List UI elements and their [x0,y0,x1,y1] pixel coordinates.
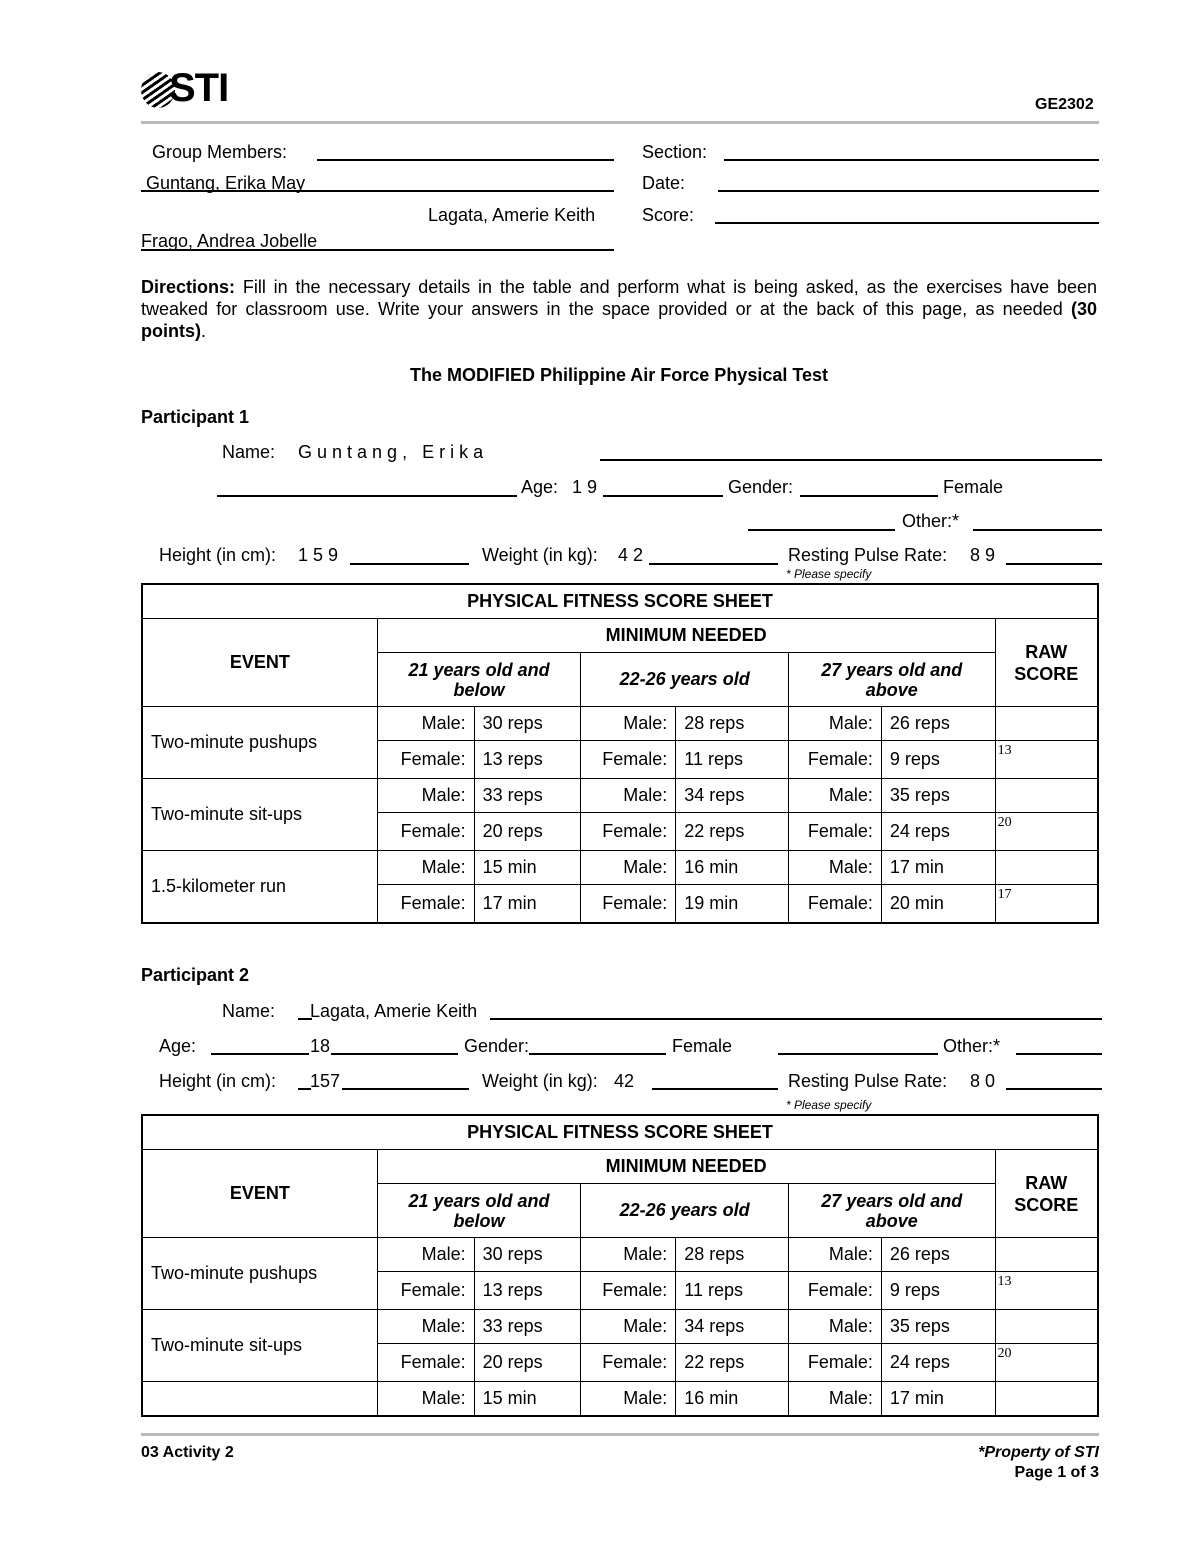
male-label: Male: [581,779,676,813]
date-field[interactable] [718,190,1099,192]
min-value: 9 reps [881,1272,995,1310]
min-value: 33 reps [474,1310,581,1344]
minimum-header: MINIMUM NEEDED [377,619,995,653]
min-value: 24 reps [881,813,995,851]
p2-age-lead [211,1053,309,1055]
event-name: Two-minute pushups [142,707,377,779]
raw-score-cell[interactable] [995,707,1098,741]
male-label: Male: [788,1238,881,1272]
min-value: 11 reps [676,741,789,779]
p2-height-value: 157 [310,1071,341,1091]
page-number: Page 1 of 3 [1014,1464,1099,1481]
male-label: Male: [377,1382,474,1417]
p2-weight-value: 42 [614,1071,635,1091]
p1-height-label: Height (in cm): [159,545,277,565]
male-label: Male: [581,1382,676,1417]
p1-other-line-1[interactable] [748,529,895,531]
p2-name-label: Name: [222,1001,276,1021]
score-label: Score: [642,205,695,225]
p2-age-label: Age: [159,1036,197,1056]
min-value: 30 reps [474,707,581,741]
raw-score-cell[interactable] [995,1238,1098,1272]
min-value: 24 reps [881,1344,995,1382]
min-value: 20 reps [474,813,581,851]
min-value: 22 reps [676,813,789,851]
p1-other-field[interactable] [973,529,1102,531]
min-value: 16 min [676,851,789,885]
raw-score-cell[interactable]: 13 [995,1272,1098,1310]
min-value: 9 reps [881,741,995,779]
male-label: Male: [788,1310,881,1344]
female-label: Female: [788,885,881,924]
p1-gender-field[interactable] [800,495,938,497]
min-value: 34 reps [676,1310,789,1344]
male-label: Male: [788,779,881,813]
p1-name-field[interactable] [600,459,1102,461]
min-value: 26 reps [881,707,995,741]
p1-other-label: Other:* [902,511,960,531]
female-label: Female: [377,1344,474,1382]
p2-name-field[interactable] [490,1018,1102,1020]
p2-name-value: Lagata, Amerie Keith [310,1001,478,1021]
p1-age-field[interactable] [603,495,723,497]
p2-pulse-value: 8 0 [970,1071,996,1091]
raw-score-cell[interactable] [995,1310,1098,1344]
female-label: Female: [581,813,676,851]
section-label: Section: [642,142,708,162]
p1-weight-value: 4 2 [618,545,644,565]
directions-text: Fill in the necessary details in the table and perform what is being asked, as the exercises have been tweaked for classroom use. Write your answers in the space provided or at the back of this page, as needed [141,277,1097,319]
male-label: Male: [788,851,881,885]
min-value: 13 reps [474,1272,581,1310]
p2-height-field[interactable] [342,1088,469,1090]
female-label: Female: [581,1272,676,1310]
min-value: 17 min [881,851,995,885]
event-name: Two-minute pushups [142,1238,377,1310]
age-group-1: 21 years old and below [377,653,581,707]
p1-height-field[interactable] [350,563,469,565]
p2-other-field[interactable] [1016,1053,1102,1055]
male-label: Male: [377,707,474,741]
min-value: 20 min [881,885,995,924]
min-value: 33 reps [474,779,581,813]
min-value: 28 reps [676,1238,789,1272]
female-label: Female: [788,1344,881,1382]
p1-weight-field[interactable] [649,563,778,565]
raw-score-cell[interactable] [995,1382,1098,1417]
course-code: GE2302 [1035,96,1094,113]
min-value: 19 min [676,885,789,924]
age-group-1: 21 years old and below [377,1184,581,1238]
min-value: 28 reps [676,707,789,741]
p2-other-line-1[interactable] [778,1053,938,1055]
member-1-line[interactable] [141,190,614,192]
event-header: EVENT [142,1150,377,1238]
directions-points: 30 points [141,299,1097,341]
raw-score-cell[interactable] [995,779,1098,813]
p1-age-label: Age: [521,477,559,497]
event-name: 1.5-kilometer run [142,851,377,924]
female-label: Female: [377,1272,474,1310]
section-field[interactable] [724,159,1099,161]
male-label: Male: [581,1310,676,1344]
minimum-header: MINIMUM NEEDED [377,1150,995,1184]
p2-age-field[interactable] [331,1053,458,1055]
p2-other-label: Other:* [943,1036,1001,1056]
participant-2-heading: Participant 2 [141,965,250,985]
p1-pulse-label: Resting Pulse Rate: [788,545,948,565]
footer-activity: 03 Activity 2 [141,1444,234,1461]
p2-age-value: 18 [310,1036,331,1056]
raw-score-header: RAW SCORE [995,619,1098,707]
male-label: Male: [788,1382,881,1417]
age-group-2: 22-26 years old [581,653,789,707]
raw-score-cell[interactable]: 13 [995,741,1098,779]
participant-1-heading: Participant 1 [141,407,250,427]
p1-gender-value: Female [943,477,1004,497]
event-name: Two-minute sit-ups [142,1310,377,1382]
p2-gender-value: Female [672,1036,733,1056]
min-value: 20 reps [474,1344,581,1382]
p2-weight-label: Weight (in kg): [482,1071,598,1091]
min-value: 34 reps [676,779,789,813]
female-label: Female: [581,741,676,779]
raw-score-header: RAW SCORE [995,1150,1098,1238]
min-value: 15 min [474,1382,581,1417]
member-2: Lagata, Amerie Keith [428,205,596,225]
p2-pulse-label: Resting Pulse Rate: [788,1071,948,1091]
age-group-2: 22-26 years old [581,1184,789,1238]
p1-age-value: 1 9 [572,477,598,497]
min-value: 17 min [881,1382,995,1417]
min-value: 16 min [676,1382,789,1417]
min-value: 26 reps [881,1238,995,1272]
p2-gender-label: Gender: [464,1036,530,1056]
min-value: 17 min [474,885,581,924]
group-members-label: Group Members: [152,142,288,162]
logo-text: STI [169,66,229,110]
p1-weight-label: Weight (in kg): [482,545,598,565]
male-label: Male: [377,851,474,885]
score-table-1 [141,583,1099,924]
raw-score-cell[interactable]: 20 [995,813,1098,851]
directions: Directions: Fill in the necessary details in the table and perform what is being asked, as the exercises have been tweaked for classroom use. Write your answers in the space provided or at the back of this page, as needed (30 points). [141,277,1097,341]
sti-logo [141,66,231,116]
p1-please-specify: * Please specify [786,567,872,581]
table-title: PHYSICAL FITNESS SCORE SHEET [142,584,1098,619]
age-group-3: 27 years old and above [788,653,995,707]
female-label: Female: [788,741,881,779]
raw-score-cell[interactable]: 17 [995,885,1098,924]
male-label: Male: [581,1238,676,1272]
raw-score-cell[interactable]: 20 [995,1344,1098,1382]
female-label: Female: [377,885,474,924]
min-value: 11 reps [676,1272,789,1310]
p1-name-value: G u n t a n g , E r i k a [298,442,484,462]
male-label: Male: [581,707,676,741]
min-value: 13 reps [474,741,581,779]
female-label: Female: [788,1272,881,1310]
p1-height-value: 1 5 9 [298,545,339,565]
footer-divider [141,1433,1099,1436]
p1-name-line-2[interactable] [217,495,517,497]
event-header: EVENT [142,619,377,707]
age-group-3: 27 years old and above [788,1184,995,1238]
header-divider [141,121,1099,124]
female-label: Female: [377,813,474,851]
female-label: Female: [788,813,881,851]
score-table-2 [141,1114,1099,1417]
p2-gender-field[interactable] [529,1053,666,1055]
min-value: 22 reps [676,1344,789,1382]
min-value: 35 reps [881,1310,995,1344]
p2-please-specify: * Please specify [786,1098,872,1112]
page-title: The MODIFIED Philippine Air Force Physical Test [409,365,829,385]
p2-weight-field[interactable] [652,1088,778,1090]
footer-property: *Property of STI [978,1444,1099,1461]
p2-height-label: Height (in cm): [159,1071,277,1091]
member-3-line[interactable] [141,249,614,251]
male-label: Male: [581,851,676,885]
male-label: Male: [377,1238,474,1272]
p2-pulse-field[interactable] [1006,1088,1102,1090]
date-label: Date: [642,173,686,193]
raw-score-cell[interactable] [995,851,1098,885]
male-label: Male: [377,1310,474,1344]
event-name: Two-minute sit-ups [142,779,377,851]
min-value: 30 reps [474,1238,581,1272]
member-1: Guntang, Erika May [146,173,306,193]
score-field[interactable] [715,222,1099,224]
p1-pulse-field[interactable] [1006,563,1102,565]
male-label: Male: [377,779,474,813]
group-members-line[interactable] [317,159,614,161]
male-label: Male: [788,707,881,741]
female-label: Female: [377,741,474,779]
table-title: PHYSICAL FITNESS SCORE SHEET [142,1115,1098,1150]
member-3: Frago, Andrea Jobelle [141,231,318,251]
p1-gender-label: Gender: [728,477,794,497]
p1-pulse-value: 8 9 [970,545,996,565]
min-value: 35 reps [881,779,995,813]
event-name-empty [142,1382,377,1417]
female-label: Female: [581,885,676,924]
directions-label: Directions: [141,277,236,297]
female-label: Female: [581,1344,676,1382]
min-value: 15 min [474,851,581,885]
p1-name-label: Name: [222,442,276,462]
